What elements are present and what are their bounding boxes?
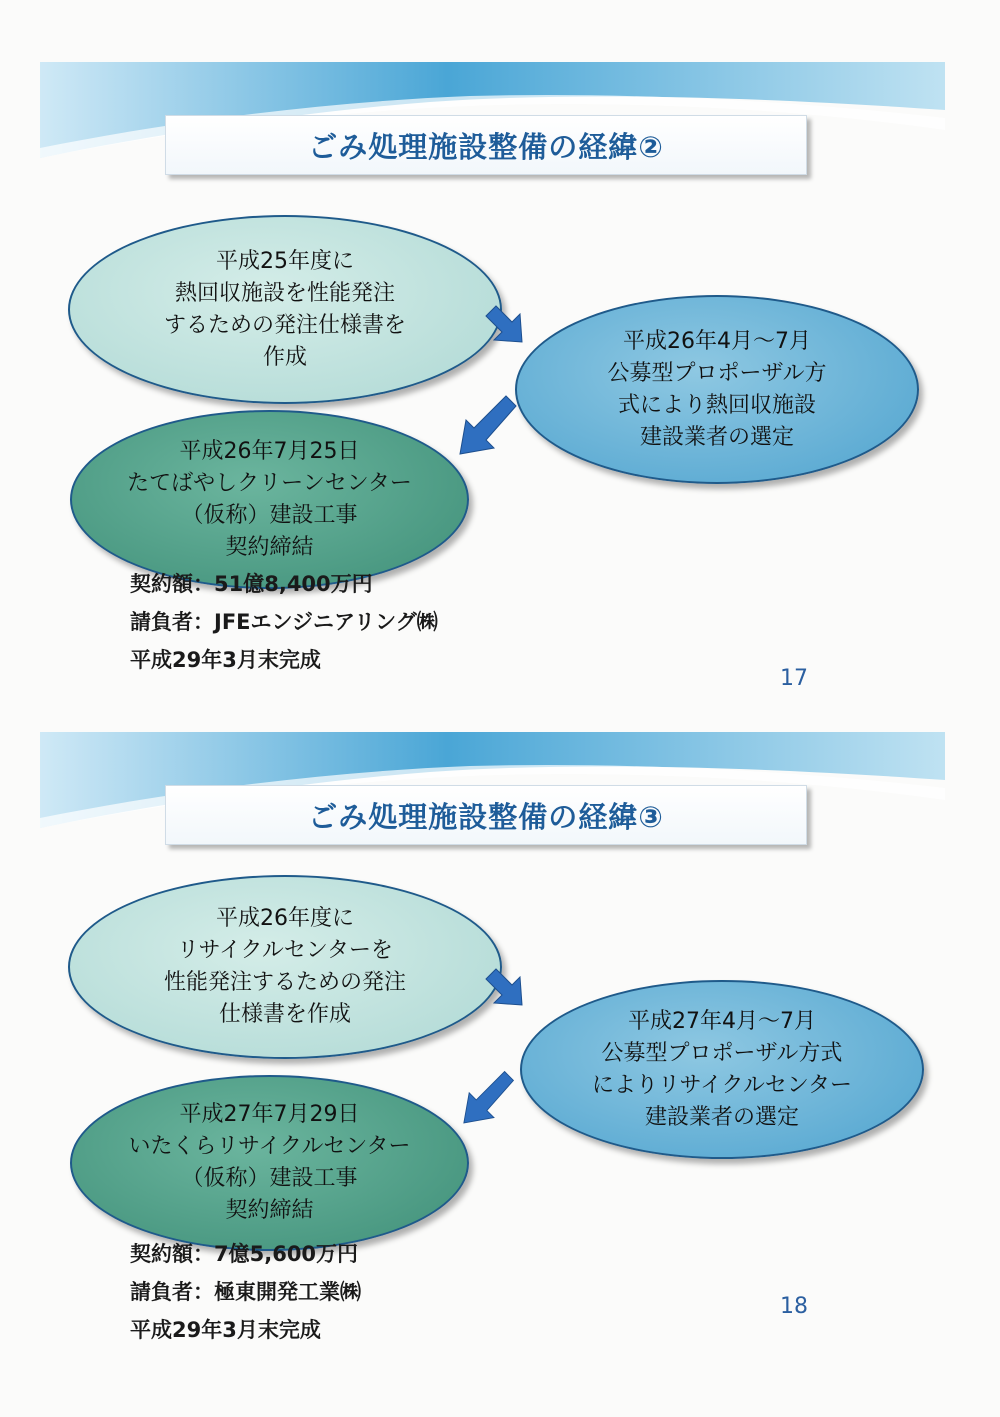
oval-step-1 xyxy=(68,215,502,404)
oval-line: 熱回収施設を性能発注 xyxy=(174,280,395,306)
oval-line: 平成27年7月29日 xyxy=(179,1102,360,1127)
arrow-down-right-icon xyxy=(482,965,528,1011)
oval-line: 平成26年4月～7月 xyxy=(623,328,811,354)
completion-date: 平成29年3月末完成 xyxy=(130,1318,321,1342)
oval-line: 公募型プロポーザル方 xyxy=(607,360,827,386)
contract-amount: 契約額：51億8,400万円 xyxy=(130,572,373,596)
oval-line: 建設業者の選定 xyxy=(644,1104,799,1130)
oval-line: 公募型プロポーザル方式 xyxy=(601,1040,843,1066)
arrow-down-left-icon xyxy=(455,1068,517,1130)
oval-line: 平成26年7月25日 xyxy=(179,438,360,464)
slide-title: ごみ処理施設整備の経緯② xyxy=(165,115,807,175)
oval-step-3 xyxy=(70,1075,469,1251)
oval-step-3 xyxy=(70,410,469,589)
slide-18 xyxy=(0,710,1000,1370)
oval-step-2 xyxy=(520,980,924,1159)
arrow-down-left-icon xyxy=(450,392,520,462)
arrow-down-right-icon xyxy=(482,302,528,348)
oval-line: 性能発注するための発注 xyxy=(163,970,406,995)
oval-line: 契約締結 xyxy=(225,534,314,560)
oval-line: 建設業者の選定 xyxy=(639,424,794,450)
oval-line: 平成27年4月～7月 xyxy=(627,1008,816,1034)
oval-line: 作成 xyxy=(262,344,307,370)
oval-line: リサイクルセンターを xyxy=(176,938,394,963)
oval-step-2 xyxy=(515,295,919,484)
oval-line: いたくらリサイクルセンター xyxy=(128,1134,411,1159)
completion-date: 平成29年3月末完成 xyxy=(130,648,321,672)
oval-line: たてばやしクリーンセンター xyxy=(127,470,412,496)
oval-line: 平成26年度に xyxy=(215,906,354,931)
contract-amount: 契約額：7億5,600万円 xyxy=(130,1242,359,1266)
slide-title: ごみ処理施設整備の経緯③ xyxy=(165,785,807,845)
contract-info xyxy=(130,1235,361,1349)
contractor: 請負者：極東開発工業㈱ xyxy=(130,1280,361,1304)
page-number: 17 xyxy=(780,666,808,691)
oval-line: するための発注仕様書を xyxy=(163,312,406,338)
page-number: 18 xyxy=(780,1294,808,1319)
oval-line: 契約締結 xyxy=(225,1198,314,1223)
oval-step-1 xyxy=(68,875,502,1059)
contract-info xyxy=(130,565,438,679)
oval-line: 平成25年度に xyxy=(215,248,354,274)
oval-line: によりリサイクルセンター xyxy=(591,1072,853,1098)
oval-line: （仮称）建設工事 xyxy=(181,502,358,528)
slide-17 xyxy=(0,40,1000,700)
oval-line: （仮称）建設工事 xyxy=(181,1166,358,1191)
oval-line: 仕様書を作成 xyxy=(218,1002,351,1027)
oval-line: 式により熱回収施設 xyxy=(617,392,816,418)
contractor: 請負者：JFEエンジニアリング㈱ xyxy=(130,610,438,634)
